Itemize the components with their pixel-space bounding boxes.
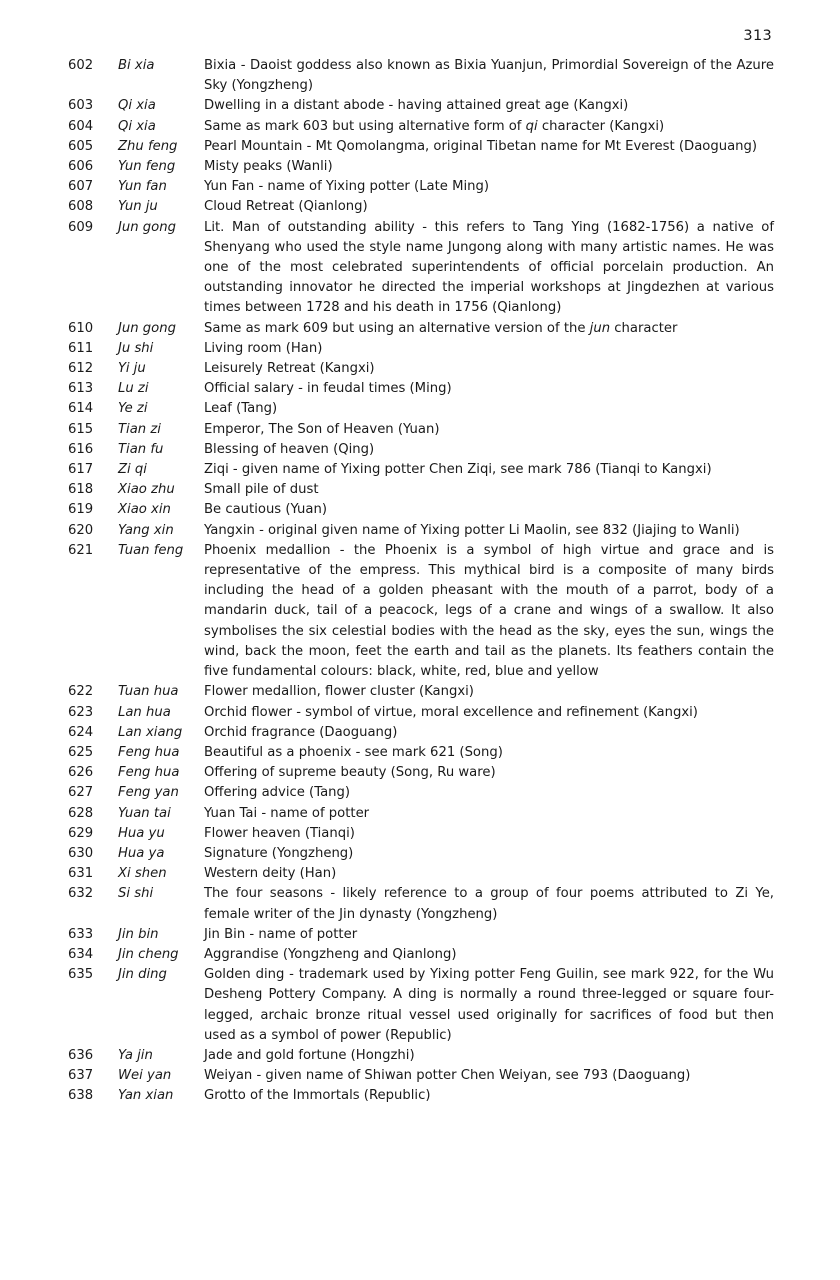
- entry-pinyin: Qi xia: [118, 118, 156, 134]
- glossary-entry: [68, 460, 774, 480]
- entry-number: 612: [68, 361, 94, 377]
- glossary-entry: [68, 682, 774, 702]
- entry-pinyin: Yun feng: [118, 159, 176, 175]
- glossary-entry: [68, 1046, 774, 1066]
- entry-description: Flower medallion, flower cluster (Kangxi): [204, 684, 474, 700]
- entry-pinyin: Lan hua: [118, 704, 171, 720]
- entry-description: Phoenix medallion - the Phoenix is a symbol of high virtue and grace and is representative of the empress. This mythical bird is a composite of many birds including the head of a golden pheasant with the mouth of a parrot, body of a mandarin duck, tail of a peacock, legs of a crane and wings of a swallow. It also symbolises the six celestial bodies with the head as the sky, eyes the sun, wings the wind, back the moon, feet the earth and tail as the planets. Its feathers contain the five fundamental colours: black, white, red, blue and yellow: [204, 542, 774, 680]
- entry-number: 624: [68, 724, 94, 740]
- entry-number: 623: [68, 704, 94, 720]
- entry-pinyin: Wei yan: [118, 1068, 172, 1084]
- entry-description: Official salary - in feudal times (Ming): [204, 381, 452, 397]
- entry-number: 632: [68, 886, 94, 902]
- entry-pinyin: Hua ya: [118, 845, 165, 861]
- glossary-entry: [68, 359, 774, 379]
- glossary-entry: [68, 157, 774, 177]
- entry-number: 629: [68, 825, 94, 841]
- entry-number: 630: [68, 845, 94, 861]
- entry-number: 627: [68, 785, 94, 801]
- entry-number: 607: [68, 179, 94, 195]
- glossary-entry: [68, 703, 774, 723]
- entry-description: Same as mark 603 but using alternative form of qi character (Kangxi): [204, 118, 665, 134]
- entry-number: 626: [68, 765, 94, 781]
- entry-description: Bixia - Daoist goddess also known as Bixia Yuanjun, Primordial Sovereign of the Azure Sky (Yongzheng): [204, 58, 774, 94]
- glossary-entry: [68, 1066, 774, 1086]
- glossary-entry: [68, 763, 774, 783]
- entry-number: 605: [68, 138, 94, 154]
- entry-number: 628: [68, 805, 94, 821]
- glossary-entry: [68, 137, 774, 157]
- entry-description: Lit. Man of outstanding ability - this refers to Tang Ying (1682-1756) a native of Shenyang who used the style name Jungong along with many artistic names. He was one of the most celebrated superintendents of official porcelain production. An outstanding innovator he directed the imperial workshops at Jingdezhen at various times between 1728 and his death in 1756 (Qianlong): [204, 219, 774, 316]
- entry-pinyin: Jun gong: [118, 219, 176, 235]
- entry-description: Same as mark 609 but using an alternative version of the jun character: [204, 320, 678, 336]
- entry-description: Jin Bin - name of potter: [204, 926, 358, 942]
- glossary-entry: [68, 945, 774, 965]
- entry-description: Blessing of heaven (Qing): [204, 441, 375, 457]
- entry-description: Yuan Tai - name of potter: [204, 805, 370, 821]
- entry-description: Beautiful as a phoenix - see mark 621 (Song): [204, 744, 503, 760]
- entry-description: Offering of supreme beauty (Song, Ru ware): [204, 765, 496, 781]
- entry-description: Orchid flower - symbol of virtue, moral excellence and refinement (Kangxi): [204, 704, 698, 720]
- glossary-entry: [68, 379, 774, 399]
- entry-pinyin: Zi qi: [118, 462, 147, 478]
- entry-number: 620: [68, 522, 94, 538]
- entry-number: 604: [68, 118, 94, 134]
- entry-pinyin: Tian zi: [118, 421, 161, 437]
- glossary-entry: [68, 965, 774, 1046]
- entry-number: 610: [68, 320, 94, 336]
- entry-pinyin: Jin bin: [118, 926, 159, 942]
- entry-number: 603: [68, 98, 94, 114]
- entry-number: 638: [68, 1088, 94, 1104]
- entry-number: 602: [68, 58, 94, 73]
- entry-description: Ziqi - given name of Yixing potter Chen Ziqi, see mark 786 (Tianqi to Kangxi): [204, 462, 712, 478]
- entry-pinyin: Yun fan: [118, 179, 167, 195]
- glossary-entry: [68, 500, 774, 520]
- glossary-entry: [68, 521, 774, 541]
- entry-number: 618: [68, 482, 94, 498]
- entry-pinyin: Lan xiang: [118, 724, 183, 740]
- entry-pinyin: Ju shi: [118, 340, 154, 356]
- entry-pinyin: Feng yan: [118, 785, 179, 801]
- entry-pinyin: Feng hua: [118, 765, 180, 781]
- entry-description: Grotto of the Immortals (Republic): [204, 1088, 431, 1104]
- entry-description: Weiyan - given name of Shiwan potter Chen Weiyan, see 793 (Daoguang): [204, 1068, 691, 1084]
- entry-number: 625: [68, 744, 94, 760]
- entry-description: Orchid fragrance (Daoguang): [204, 724, 398, 740]
- glossary-entry: [68, 1086, 774, 1106]
- glossary-entry: [68, 218, 774, 319]
- entry-number: 613: [68, 381, 94, 397]
- entry-pinyin: Lu zi: [118, 381, 149, 397]
- page-number: 313: [743, 28, 772, 44]
- entry-pinyin: Tian fu: [118, 441, 164, 457]
- glossary-entry: [68, 440, 774, 460]
- entry-number: 615: [68, 421, 94, 437]
- entry-pinyin: Yun ju: [118, 199, 158, 215]
- entry-number: 631: [68, 866, 94, 882]
- entry-pinyin: Zhu feng: [118, 138, 178, 154]
- glossary-entry: [68, 824, 774, 844]
- glossary-entry: [68, 884, 774, 924]
- entry-pinyin: Si shi: [118, 886, 154, 902]
- entry-pinyin: Tuan feng: [118, 542, 184, 558]
- entry-description: Pearl Mountain - Mt Qomolangma, original Tibetan name for Mt Everest (Daoguang): [204, 138, 758, 154]
- entry-description: Cloud Retreat (Qianlong): [204, 199, 368, 215]
- entry-description: Small pile of dust: [204, 482, 319, 498]
- entry-pinyin: Hua yu: [118, 825, 165, 841]
- entry-description: The four seasons - likely reference to a group of four poems attributed to Zi Ye, female writer of the Jin dynasty (Yongzheng): [204, 886, 774, 922]
- glossary-entry: [68, 177, 774, 197]
- entry-number: 635: [68, 967, 94, 983]
- entry-pinyin: Yan xian: [118, 1088, 174, 1104]
- entry-number: 619: [68, 502, 94, 518]
- entry-number: 617: [68, 462, 94, 478]
- entry-description: Signature (Yongzheng): [204, 845, 354, 861]
- entry-number: 633: [68, 926, 94, 942]
- entry-number: 622: [68, 684, 94, 700]
- entry-description: Jade and gold fortune (Hongzhi): [204, 1047, 415, 1063]
- glossary-entry: [68, 480, 774, 500]
- entry-pinyin: Yuan tai: [118, 805, 171, 821]
- glossary-entry: [68, 783, 774, 803]
- entry-pinyin: Jin ding: [118, 967, 167, 983]
- entry-pinyin: Ye zi: [118, 401, 148, 417]
- glossary-entry: [68, 420, 774, 440]
- entry-description: Aggrandise (Yongzheng and Qianlong): [204, 946, 457, 962]
- entry-description: Misty peaks (Wanli): [204, 159, 333, 175]
- entry-pinyin: Yi ju: [118, 361, 146, 377]
- glossary-entry: [68, 804, 774, 824]
- glossary-entry: [68, 844, 774, 864]
- glossary-entry: [68, 864, 774, 884]
- entry-pinyin: Jin cheng: [118, 946, 179, 962]
- glossary-entry: [68, 541, 774, 682]
- entry-number: 611: [68, 340, 94, 356]
- glossary-entry: [68, 319, 774, 339]
- entry-number: 614: [68, 401, 94, 417]
- entry-number: 634: [68, 946, 94, 962]
- entry-pinyin: Xiao xin: [118, 502, 171, 518]
- entry-description: Offering advice (Tang): [204, 785, 351, 801]
- entry-pinyin: Bi xia: [118, 58, 155, 73]
- entry-number: 616: [68, 441, 94, 457]
- entry-number: 609: [68, 219, 94, 235]
- glossary-entry: [68, 339, 774, 359]
- entry-description: Flower heaven (Tianqi): [204, 825, 355, 841]
- glossary-entry: [68, 723, 774, 743]
- entry-description: Dwelling in a distant abode - having attained great age (Kangxi): [204, 98, 629, 114]
- glossary-entry: [68, 117, 774, 137]
- entry-description: Western deity (Han): [204, 866, 337, 882]
- entry-description: Be cautious (Yuan): [204, 502, 327, 518]
- entry-pinyin: Tuan hua: [118, 684, 179, 700]
- glossary-entry: [68, 399, 774, 419]
- entry-pinyin: Xiao zhu: [118, 482, 175, 498]
- entry-description: Golden ding - trademark used by Yixing potter Feng Guilin, see mark 922, for the Wu Desheng Pottery Company. A ding is normally a round three-legged or square four-legged, archaic bronze ritual vessel used originally for sacrifices of food but then used as a symbol of power (Republic): [204, 967, 774, 1043]
- entry-description: Yun Fan - name of Yixing potter (Late Ming): [204, 179, 490, 195]
- glossary-entry: [68, 197, 774, 217]
- entry-description: Leisurely Retreat (Kangxi): [204, 361, 375, 377]
- entry-pinyin: Xi shen: [118, 866, 167, 882]
- entry-description: Yangxin - original given name of Yixing potter Li Maolin, see 832 (Jiajing to Wanli): [204, 522, 740, 538]
- entry-number: 608: [68, 199, 94, 215]
- entry-pinyin: Ya jin: [118, 1047, 153, 1063]
- glossary-entry: [68, 56, 774, 96]
- entry-number: 636: [68, 1047, 94, 1063]
- glossary-entry-list: [68, 56, 774, 1107]
- glossary-entry: [68, 743, 774, 763]
- glossary-entry: [68, 925, 774, 945]
- entry-number: 621: [68, 542, 94, 558]
- entry-pinyin: Feng hua: [118, 744, 180, 760]
- entry-number: 637: [68, 1068, 94, 1084]
- glossary-entry: [68, 96, 774, 116]
- entry-pinyin: Jun gong: [118, 320, 176, 336]
- entry-description: Leaf (Tang): [204, 401, 278, 417]
- entry-description: Emperor, The Son of Heaven (Yuan): [204, 421, 440, 437]
- entry-pinyin: Yang xin: [118, 522, 174, 538]
- entry-pinyin: Qi xia: [118, 98, 156, 114]
- entry-description: Living room (Han): [204, 340, 323, 356]
- entry-number: 606: [68, 159, 94, 175]
